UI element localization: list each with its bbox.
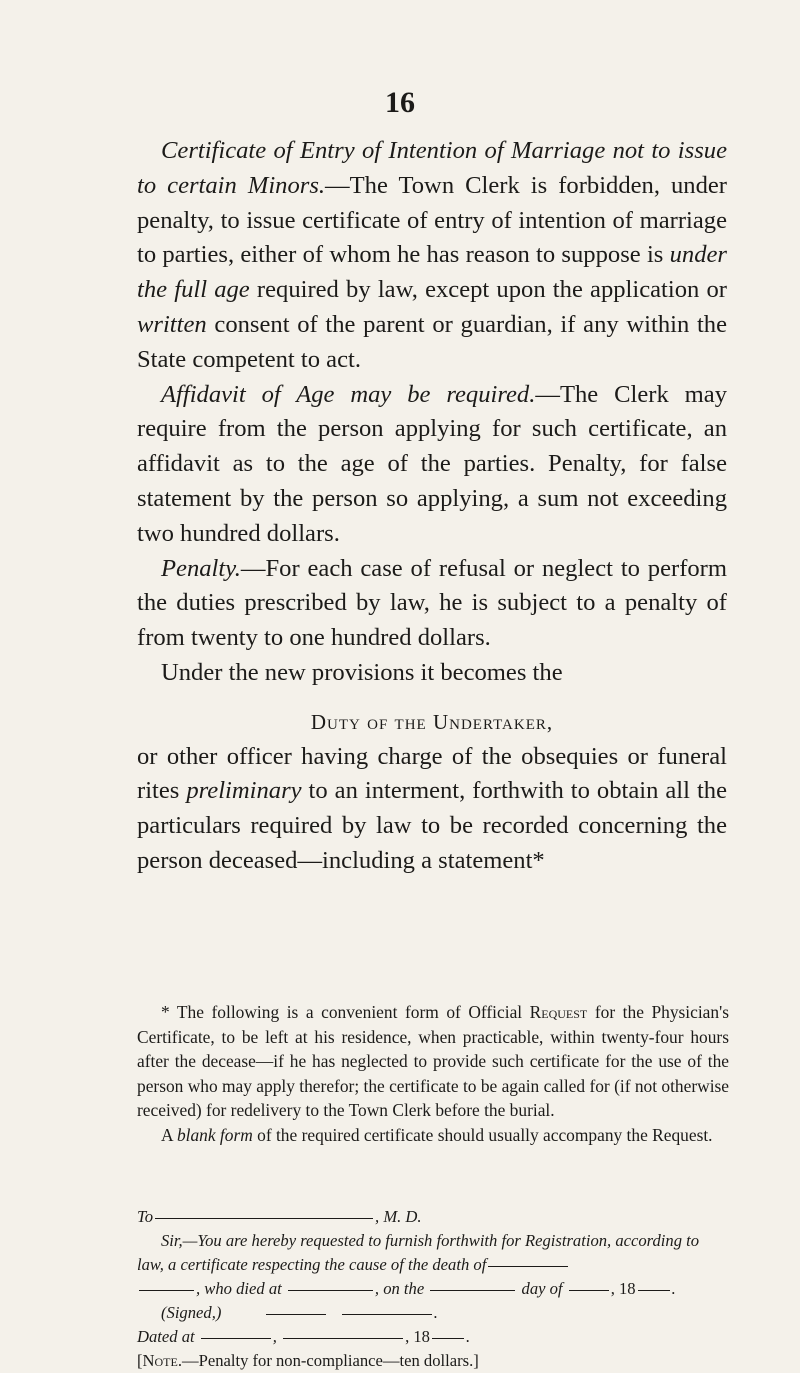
- request-form: [137, 1205, 729, 1373]
- form-text: Sir,—You are hereby requested to furnish forthwith for Registration, according to law, a certificate respecting the cause of the death of: [137, 1231, 700, 1274]
- blank-line: [342, 1314, 432, 1315]
- paragraph-text: required by law, except upon the application or: [249, 276, 727, 304]
- form-line-sir: [137, 1229, 729, 1277]
- paragraph-title: Affidavit of Age may be required.: [161, 380, 536, 408]
- blank-line: [139, 1290, 194, 1291]
- form-line-signed: (Signed,) .: [161, 1303, 438, 1322]
- paragraph-certificate: [137, 134, 727, 378]
- form-label: , who died at: [196, 1279, 282, 1298]
- paragraph-duty: [137, 740, 727, 879]
- form-label: (Signed,): [161, 1303, 222, 1322]
- note-label: Note.: [142, 1351, 182, 1370]
- form-line-to: [137, 1205, 729, 1229]
- blank-line: [155, 1218, 373, 1219]
- blank-line: [430, 1290, 515, 1291]
- paragraph-title: Certificate of Entry of Intention of Marriage not to issue to certain Minors.: [137, 137, 727, 199]
- footnote: [137, 1000, 729, 1148]
- section-heading: Duty of the Undertaker,: [310, 709, 554, 734]
- form-label: To: [137, 1207, 154, 1226]
- form-label: , 18: [405, 1327, 430, 1346]
- page-number: 16: [385, 86, 415, 119]
- paragraph-text: —For each case of refusal or neglect to perform the duties prescribed by law, he is subject to a penalty of from twenty to one hundred dollars.: [137, 554, 727, 652]
- blank-line: [638, 1290, 670, 1291]
- footnote-text: A: [161, 1124, 177, 1145]
- blank-line: [488, 1266, 568, 1267]
- footnote-paragraph: [137, 1123, 729, 1148]
- emphasis-text: under the full age: [137, 241, 727, 304]
- emphasis-text: preliminary: [186, 777, 302, 805]
- form-label: Dated at: [137, 1327, 195, 1346]
- paragraph-provisions: Under the new provisions it becomes the: [161, 658, 563, 686]
- paragraph-text: to an interment, forthwith to obtain all the particulars required by law to be recorded concerning the person deceased—including a statement*: [137, 777, 727, 874]
- paragraph-text: —The Town Clerk is forbidden, under penalty, to issue certificate of entry of intention of marriage to parties, either of whom he has reason to suppose is: [137, 171, 727, 269]
- blank-line: [569, 1290, 609, 1291]
- paragraph-text: —The Clerk may require from the person applying for such certificate, an affidavit as to the age of the parties. Penalty, for false statement by the person so applying, a sum not exceeding two hundred dollars.: [137, 380, 728, 547]
- paragraph-text: or other officer having charge of the obsequies or funeral rites: [137, 742, 727, 805]
- form-label: day of: [521, 1279, 563, 1298]
- form-label: , M. D.: [375, 1207, 422, 1226]
- paragraph-title: Penalty.: [161, 554, 241, 582]
- small-caps-text: Request: [529, 1002, 588, 1022]
- form-line-died: , who died at , on the day of , 18 .: [137, 1277, 729, 1301]
- body-text: [137, 134, 727, 879]
- footnote-paragraph: [137, 1000, 729, 1123]
- form-note: [Note.—Penalty for non-compliance—ten dollars.]: [137, 1351, 479, 1370]
- blank-line: [288, 1290, 373, 1291]
- footnote-text: for the Physician's Certificate, to be left at his residence, when practicable, within twenty-four hours after the decease—if he has neglected to provide such certificate for the use of the person who may apply therefor; the certificate to be again called for (if not otherwise received) for redelivery to the Town Clerk before the burial.: [137, 1002, 730, 1121]
- form-line-dated: Dated at , , 18 .: [137, 1327, 471, 1346]
- paragraph-affidavit: [137, 378, 727, 552]
- footnote-text: * The following is a convenient form of Official: [161, 1002, 530, 1022]
- note-text: —Penalty for non-compliance—ten dollars.: [182, 1351, 474, 1370]
- form-label: , 18: [610, 1279, 636, 1298]
- paragraph-text: consent of the parent or guardian, if any within the State competent to act.: [137, 310, 727, 373]
- emphasis-text: blank form: [176, 1124, 253, 1145]
- footnote-text: of the required certificate should usually accompany the Request.: [252, 1124, 713, 1145]
- form-label: , on the: [374, 1279, 425, 1298]
- paragraph-penalty: [137, 552, 727, 656]
- blank-line: [201, 1338, 271, 1339]
- emphasis-text: written: [137, 310, 207, 338]
- blank-line: [283, 1338, 403, 1339]
- blank-line: [432, 1338, 464, 1339]
- blank-line: [266, 1314, 326, 1315]
